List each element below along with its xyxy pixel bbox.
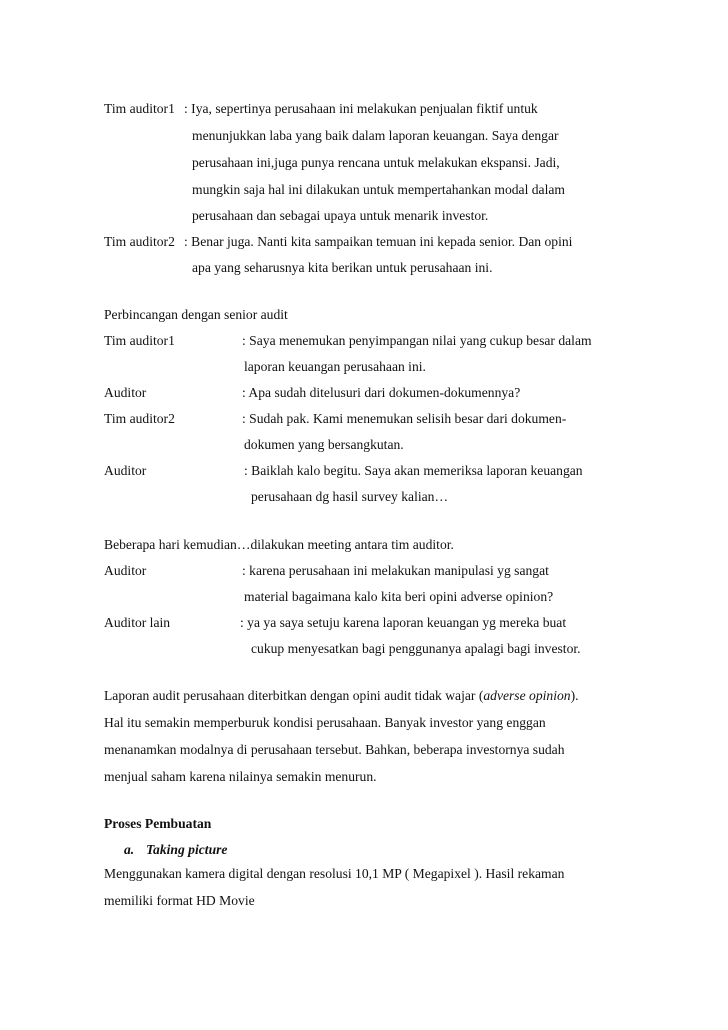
paragraph-text: ).	[570, 688, 579, 703]
paragraph-emphasis: adverse opinion	[483, 688, 571, 703]
dialog-text: perusahaan dg hasil survey kalian…	[251, 489, 449, 504]
dialog-text: menunjukkan laba yang baik dalam laporan keuangan. Saya dengar	[192, 128, 559, 143]
speaker-label: Auditor	[104, 463, 147, 478]
speaker-label: Auditor	[104, 563, 147, 578]
paragraph-line: menjual saham karena nilainya semakin menurun.	[104, 769, 377, 784]
dialog-text: : Iya, sepertinya perusahaan ini melakukan penjualan fiktif untuk	[184, 101, 538, 116]
list-item-title: Taking picture	[146, 842, 228, 857]
speaker-label: Auditor lain	[104, 615, 171, 630]
proses-heading: Proses Pembuatan	[104, 816, 212, 831]
dialog-text: mungkin saja hal ini dilakukan untuk mempertahankan modal dalam	[192, 182, 565, 197]
paragraph-text: Laporan audit perusahaan diterbitkan dengan opini audit tidak wajar (	[104, 688, 484, 703]
dialog-text: : Baiklah kalo begitu. Saya akan memeriksa laporan keuangan	[244, 463, 583, 478]
list-marker: a.	[124, 842, 135, 857]
dialog-text: : Sudah pak. Kami menemukan selisih besar dari dokumen-	[242, 411, 567, 426]
dialog-text: perusahaan ini,juga punya rencana untuk melakukan ekspansi. Jadi,	[192, 155, 560, 170]
section-heading: Perbincangan dengan senior audit	[104, 307, 288, 322]
speaker-label: Auditor	[104, 385, 147, 400]
dialog-text: : ya ya saya setuju karena laporan keuangan yg mereka buat	[240, 615, 567, 630]
dialog-text: : Benar juga. Nanti kita sampaikan temuan ini kepada senior. Dan opini	[184, 234, 573, 249]
paragraph-line	[104, 688, 579, 704]
dialog-text: : Saya menemukan penyimpangan nilai yang cukup besar dalam	[242, 333, 592, 348]
dialog-text: material bagaimana kalo kita beri opini adverse opinion?	[244, 589, 554, 604]
dialog-text: laporan keuangan perusahaan ini.	[244, 359, 426, 374]
dialog-text: perusahaan dan sebagai upaya untuk menarik investor.	[192, 208, 489, 223]
paragraph-line: memiliki format HD Movie	[104, 893, 255, 908]
dialog-text: : karena perusahaan ini melakukan manipulasi yg sangat	[242, 563, 549, 578]
paragraph-line: menanamkan modalnya di perusahaan tersebut. Bahkan, beberapa investornya sudah	[104, 742, 565, 757]
section-heading: Beberapa hari kemudian…dilakukan meeting antara tim auditor.	[104, 537, 454, 552]
speaker-label: Tim auditor2	[104, 234, 175, 249]
paragraph-line: Menggunakan kamera digital dengan resolusi 10,1 MP ( Megapixel ). Hasil rekaman	[104, 866, 565, 881]
speaker-label: Tim auditor1	[104, 101, 175, 116]
dialog-text: : Apa sudah ditelusuri dari dokumen-dokumennya?	[242, 385, 521, 400]
speaker-label: Tim auditor2	[104, 411, 175, 426]
dialog-text: apa yang seharusnya kita berikan untuk perusahaan ini.	[192, 260, 493, 275]
speaker-label: Tim auditor1	[104, 333, 175, 348]
dialog-text: dokumen yang bersangkutan.	[244, 437, 404, 452]
paragraph-line: Hal itu semakin memperburuk kondisi perusahaan. Banyak investor yang enggan	[104, 715, 546, 730]
dialog-text: cukup menyesatkan bagi penggunanya apalagi bagi investor.	[251, 641, 581, 656]
